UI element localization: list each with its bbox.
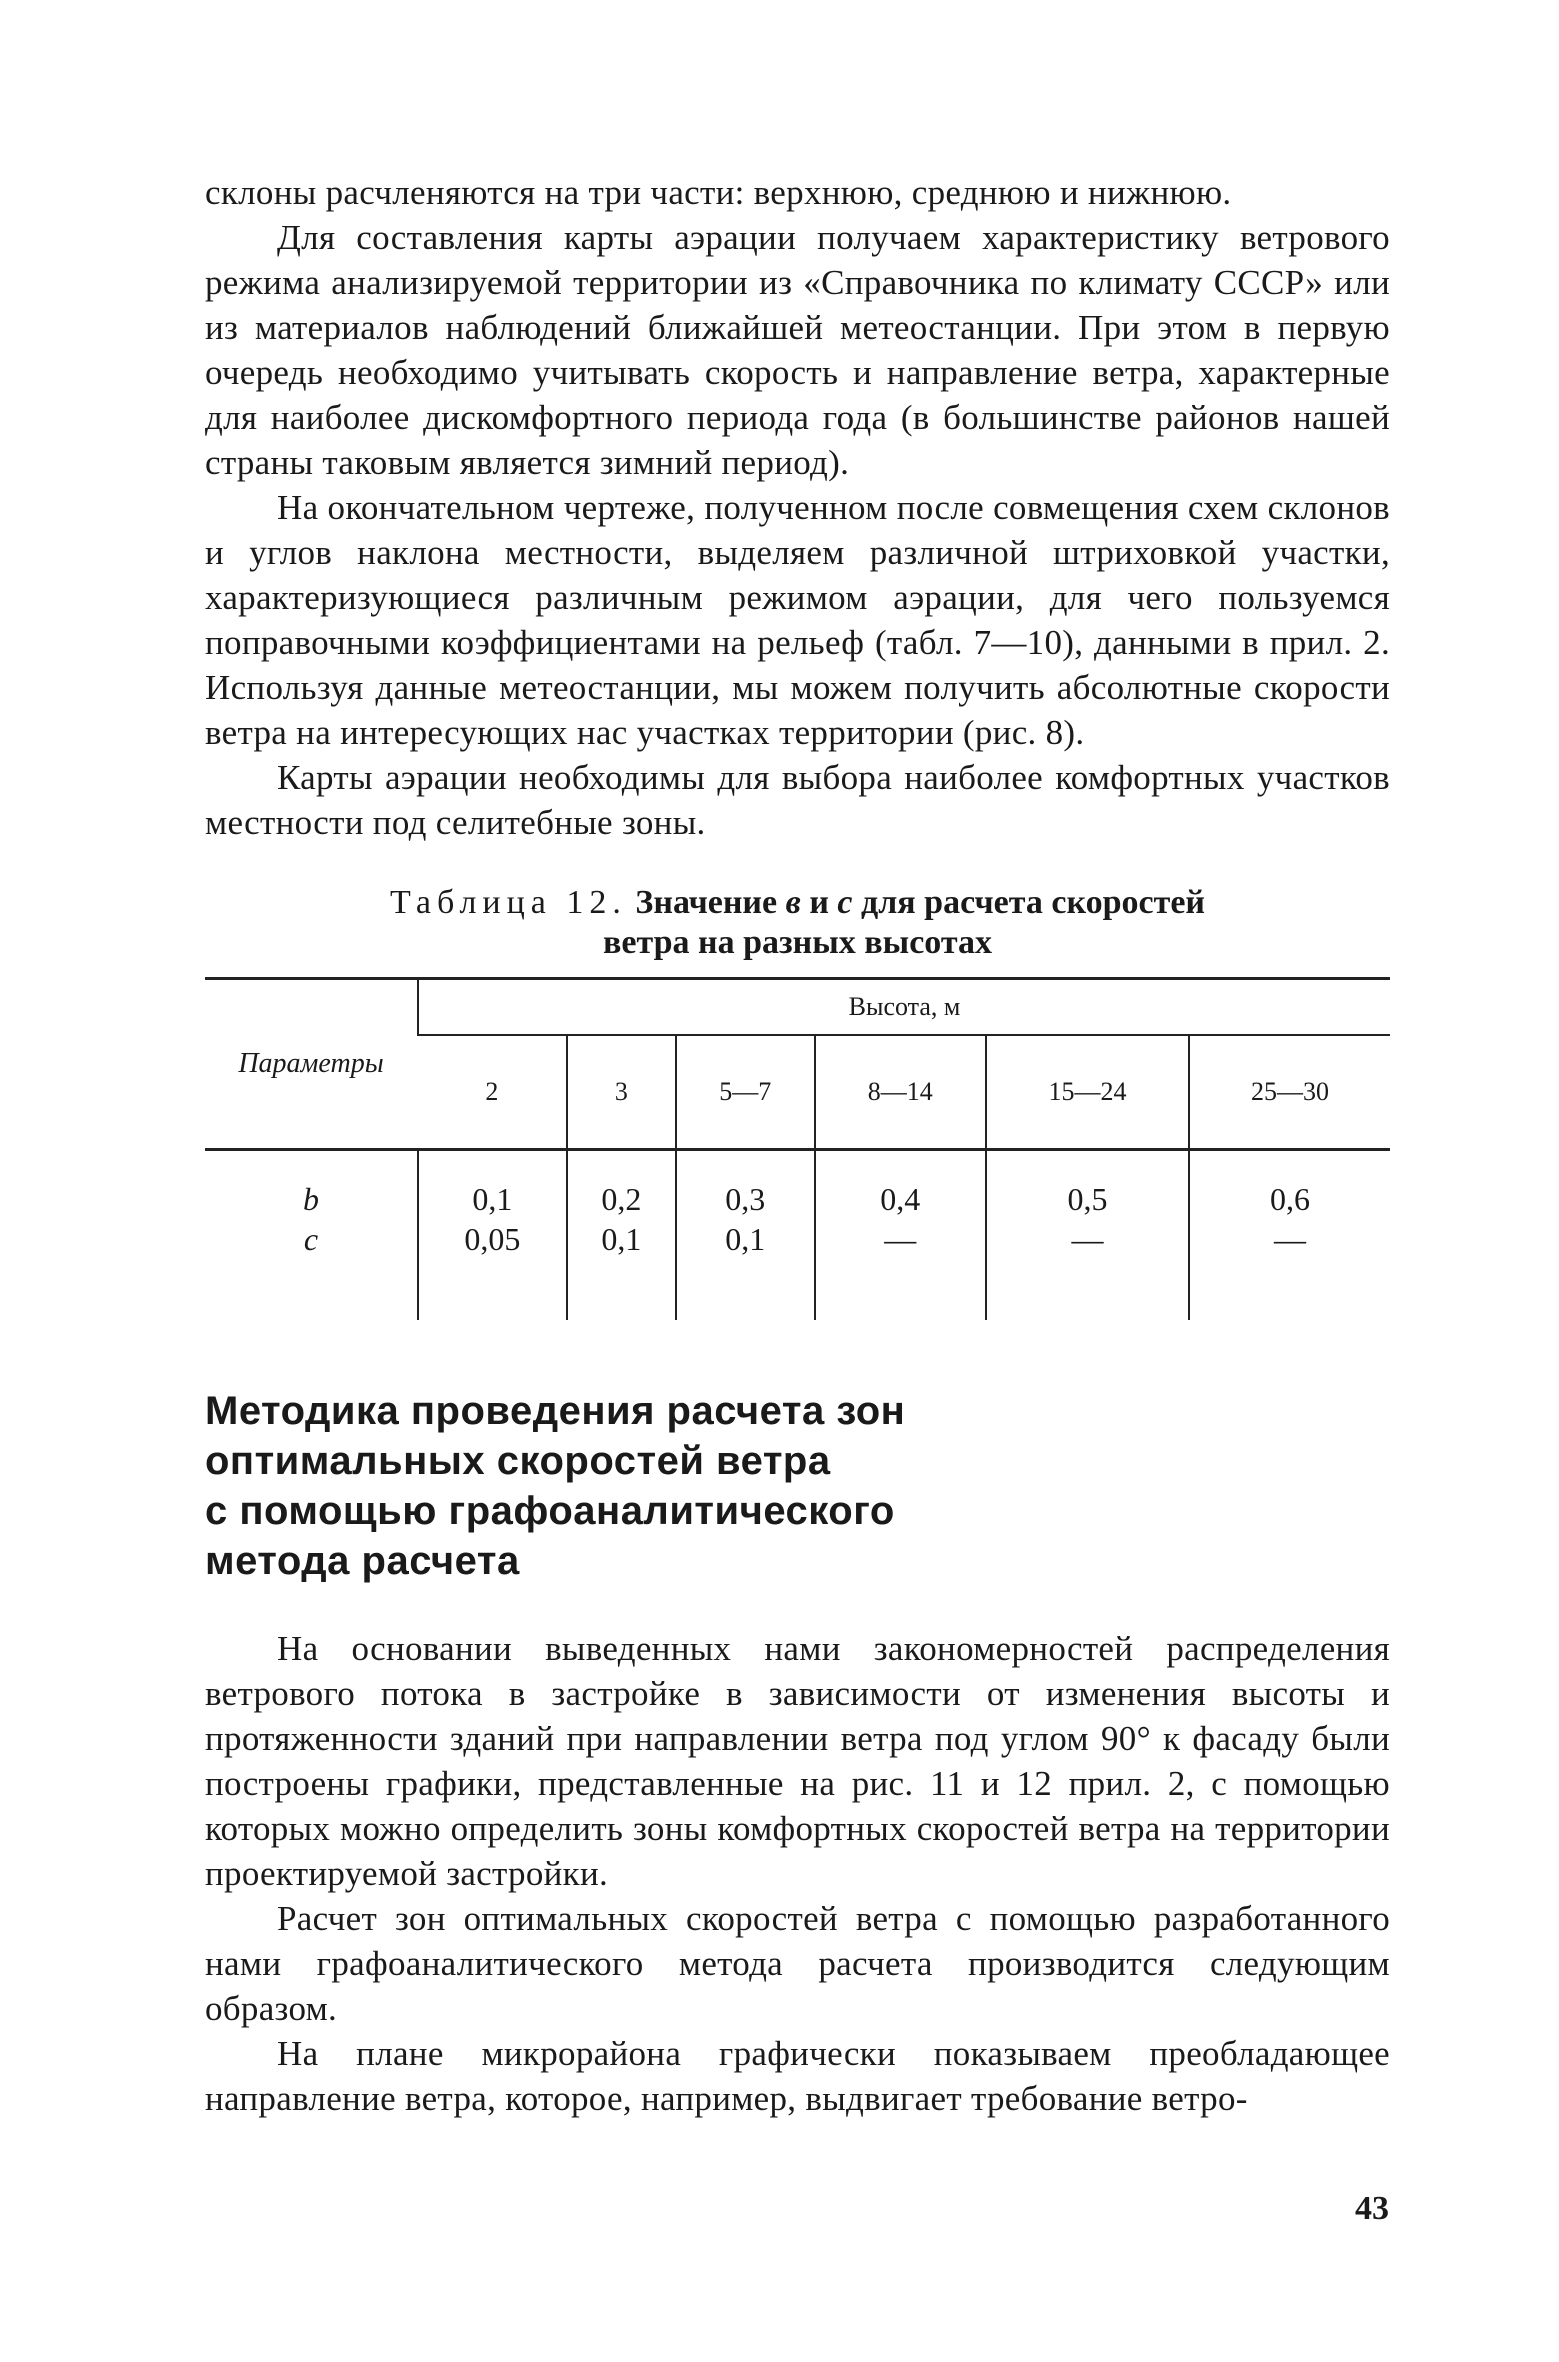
paragraph: Для составления карты аэрации получаем характеристику ветрового режима анализируемой территории из «Справочника по климату СССР» или из материалов наблюдений ближайшей метеостанции. При этом в первую очередь необходимо учитывать скорость и направление ветра, характерные для наиболее дискомфортного периода года (в большинстве районов нашей страны таковым является зимний период). [205,218,1390,482]
column-header: 25—30 [1189,1035,1390,1150]
param-header: Параметры [205,979,418,1150]
page-number: 43 [1355,2190,1389,2227]
paragraph: На окончательном чертеже, полученном после совмещения схем склонов и углов наклона местности, выделяем различной штриховкой участки, характеризующиеся различным режимом аэрации, для чего пользуемся поправочными коэффициентами на рельеф (табл. 7—10), данными в прил. 2. Используя данные метеостанции, мы можем получить абсолютные скорости ветра на интересующих нас участках территории (рис. 8). [205,488,1390,752]
table-caption-line-1 [205,883,1390,923]
table-caption-var-c: с [837,884,853,921]
value-b: 0,3 [725,1181,766,1217]
section-heading-line: с помощью графоаналитического [205,1489,895,1533]
paragraph: склоны расчленяются на три части: верхнюю, среднюю и нижнюю. [205,173,1232,212]
value-b: 0,1 [472,1181,513,1217]
table-caption-text-2: для расчета скоростей [861,884,1205,921]
value-cell [1189,1150,1390,1321]
column-header: 15—24 [986,1035,1189,1150]
column-header: 2 [418,1035,567,1150]
height-group-header: Высота, м [418,979,1390,1036]
param-cell [205,1150,418,1321]
section-heading-line: оптимальных скоростей ветра [205,1439,831,1483]
value-c: 0,1 [601,1221,642,1257]
value-cell [567,1150,676,1321]
value-b: 0,5 [1067,1181,1108,1217]
param-c: c [303,1221,319,1257]
value-cell [676,1150,815,1321]
value-c: — [884,1221,917,1257]
value-c: — [1071,1221,1104,1257]
table-caption-text-1: Значение [635,884,778,921]
value-c: — [1274,1221,1307,1257]
value-b: 0,6 [1270,1181,1311,1217]
data-table [205,977,1390,1320]
table-caption-line-2: ветра на разных высотах [603,924,992,961]
table-row [205,1150,1390,1321]
section-heading-line: Методика проведения расчета зон [205,1389,906,1433]
value-c: 0,05 [464,1221,521,1257]
value-b: 0,4 [880,1181,921,1217]
value-cell [986,1150,1189,1321]
value-cell [815,1150,986,1321]
param-b: b [303,1181,319,1217]
table-caption [205,883,1390,963]
table-caption-label: Таблица 12. [389,884,627,921]
paragraph: Расчет зон оптимальных скоростей ветра с помощью разработанного нами графоаналитического метода расчета производится следующим образом. [205,1899,1390,2028]
section-heading [205,1386,1390,1586]
paragraph: Карты аэрации необходимы для выбора наиболее комфортных участков местности под селитебные зоны. [205,758,1390,842]
column-header: 3 [567,1035,676,1150]
value-c: 0,1 [725,1221,766,1257]
value-cell [418,1150,567,1321]
column-header: 8—14 [815,1035,986,1150]
value-b: 0,2 [601,1181,642,1217]
table-caption-and: и [809,884,829,921]
section-body [205,1626,1390,2121]
table-caption-var-b: в [785,884,801,921]
page-content [205,170,1390,2121]
paragraph: На плане микрорайона графически показываем преобладающее направление ветра, которое, например, выдвигает требование ветро- [205,2034,1390,2118]
section-heading-line: метода расчета [205,1539,520,1583]
paragraph: На основании выведенных нами закономерностей распределения ветрового потока в застройке в зависимости от изменения высоты и протяженности зданий при направлении ветра под углом 90° к фасаду были построены графики, представленные на рис. 11 и 12 прил. 2, с помощью которых можно определить зоны комфортных скоростей ветра на территории проектируемой застройки. [205,1629,1390,1893]
column-header: 5—7 [676,1035,815,1150]
